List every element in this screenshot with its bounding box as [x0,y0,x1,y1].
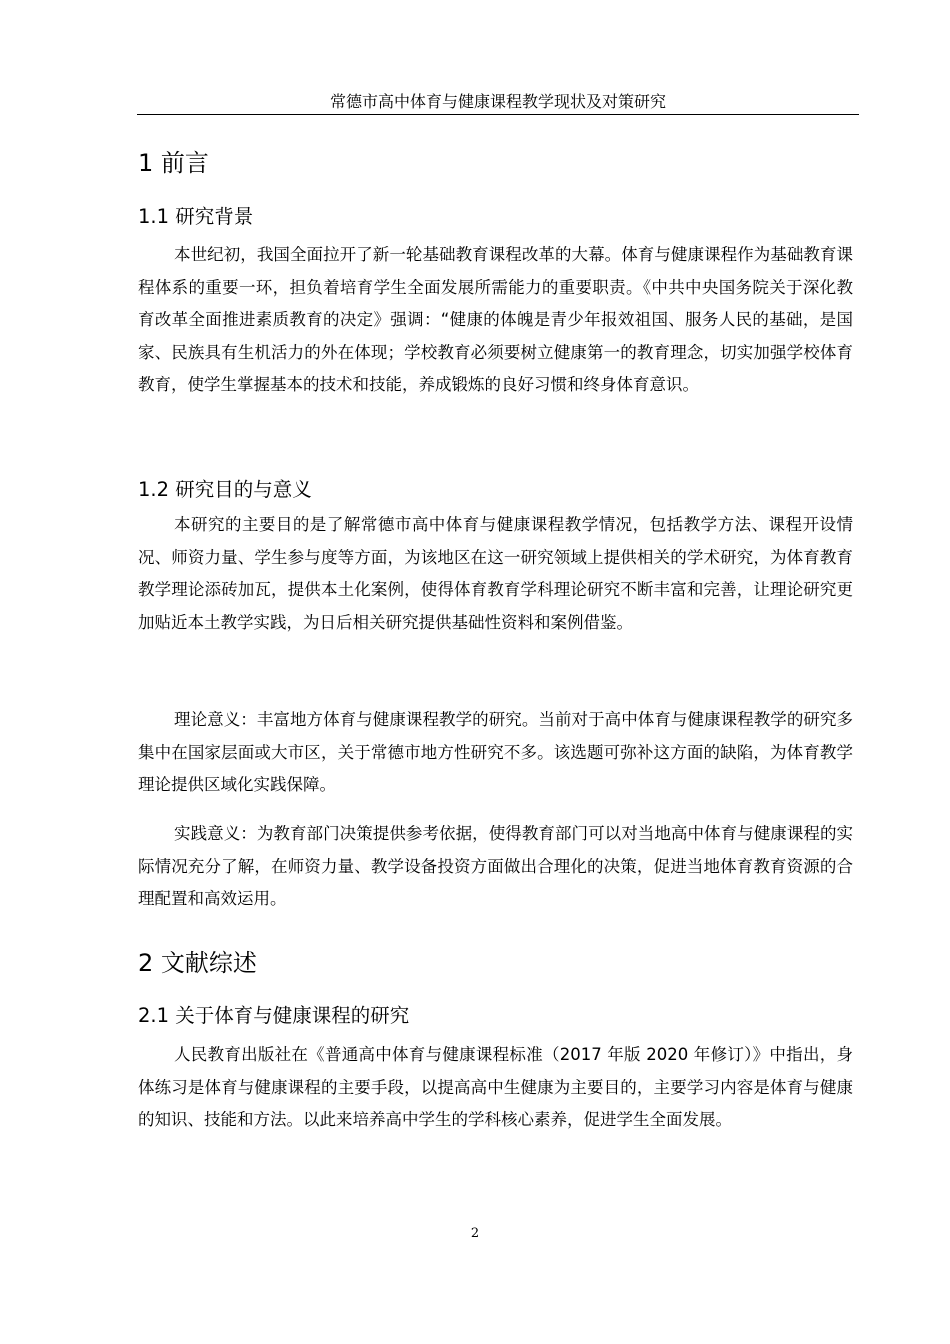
section-1-heading: 1 前言 [138,149,209,177]
section-2-1-heading: 2.1 关于体育与健康课程的研究 [138,1004,410,1027]
section-1-2-paragraph-3: 实践意义：为教育部门决策提供参考依据，使得教育部门可以对当地高中体育与健康课程的实际情况充分了解，在师资力量、教学设备投资方面做出合理化的决策，促进当地体育教育资源的合理配置和高效运用。 [138,824,853,908]
section-1-1-heading: 1.1 研究背景 [138,205,254,228]
section-2-heading: 2 文献综述 [138,949,257,977]
section-1-1-paragraph-1: 本世纪初，我国全面拉开了新一轮基础教育课程改革的大幕。体育与健康课程作为基础教育课程体系的重要一环，担负着培育学生全面发展所需能力的重要职责。《中共中央国务院关于深化教育改革全面推进素质教育的决定》强调：“健康的体魄是青少年报效祖国、服务人民的基础，是国家、民族具有生机活力的外在体现；学校教育必须要树立健康第一的教育理念，切实加强学校体育教育，使学生掌握基本的技术和技能，养成锻炼的良好习惯和终身体育意识。 [138,245,853,394]
section-1-2-heading: 1.2 研究目的与意义 [138,478,312,501]
header-rule [137,114,859,115]
section-1-2-paragraph-2: 理论意义：丰富地方体育与健康课程教学的研究。当前对于高中体育与健康课程教学的研究多集中在国家层面或大市区，关于常德市地方性研究不多。该选题可弥补这方面的缺陷，为体育教学理论提供区域化实践保障。 [138,710,853,794]
section-2-1-paragraph-1: 人民教育出版社在《普通高中体育与健康课程标准（2017 年版 2020 年修订）》中指出，身体练习是体育与健康课程的主要手段，以提高高中生健康为主要目的，主要学习内容是体育与健康的知识、技能和方法。以此来培养高中学生的学科核心素养，促进学生全面发展。 [138,1045,853,1129]
page-number: 2 [470,1226,480,1241]
running-header: 常德市高中体育与健康课程教学现状及对策研究 [329,92,666,111]
section-1-2-paragraph-1: 本研究的主要目的是了解常德市高中体育与健康课程教学情况，包括教学方法、课程开设情况、师资力量、学生参与度等方面，为该地区在这一研究领域上提供相关的学术研究，为体育教育教学理论添砖加瓦，提供本土化案例，使得体育教育学科理论研究不断丰富和完善，让理论研究更加贴近本土教学实践，为日后相关研究提供基础性资料和案例借鉴。 [138,515,853,632]
